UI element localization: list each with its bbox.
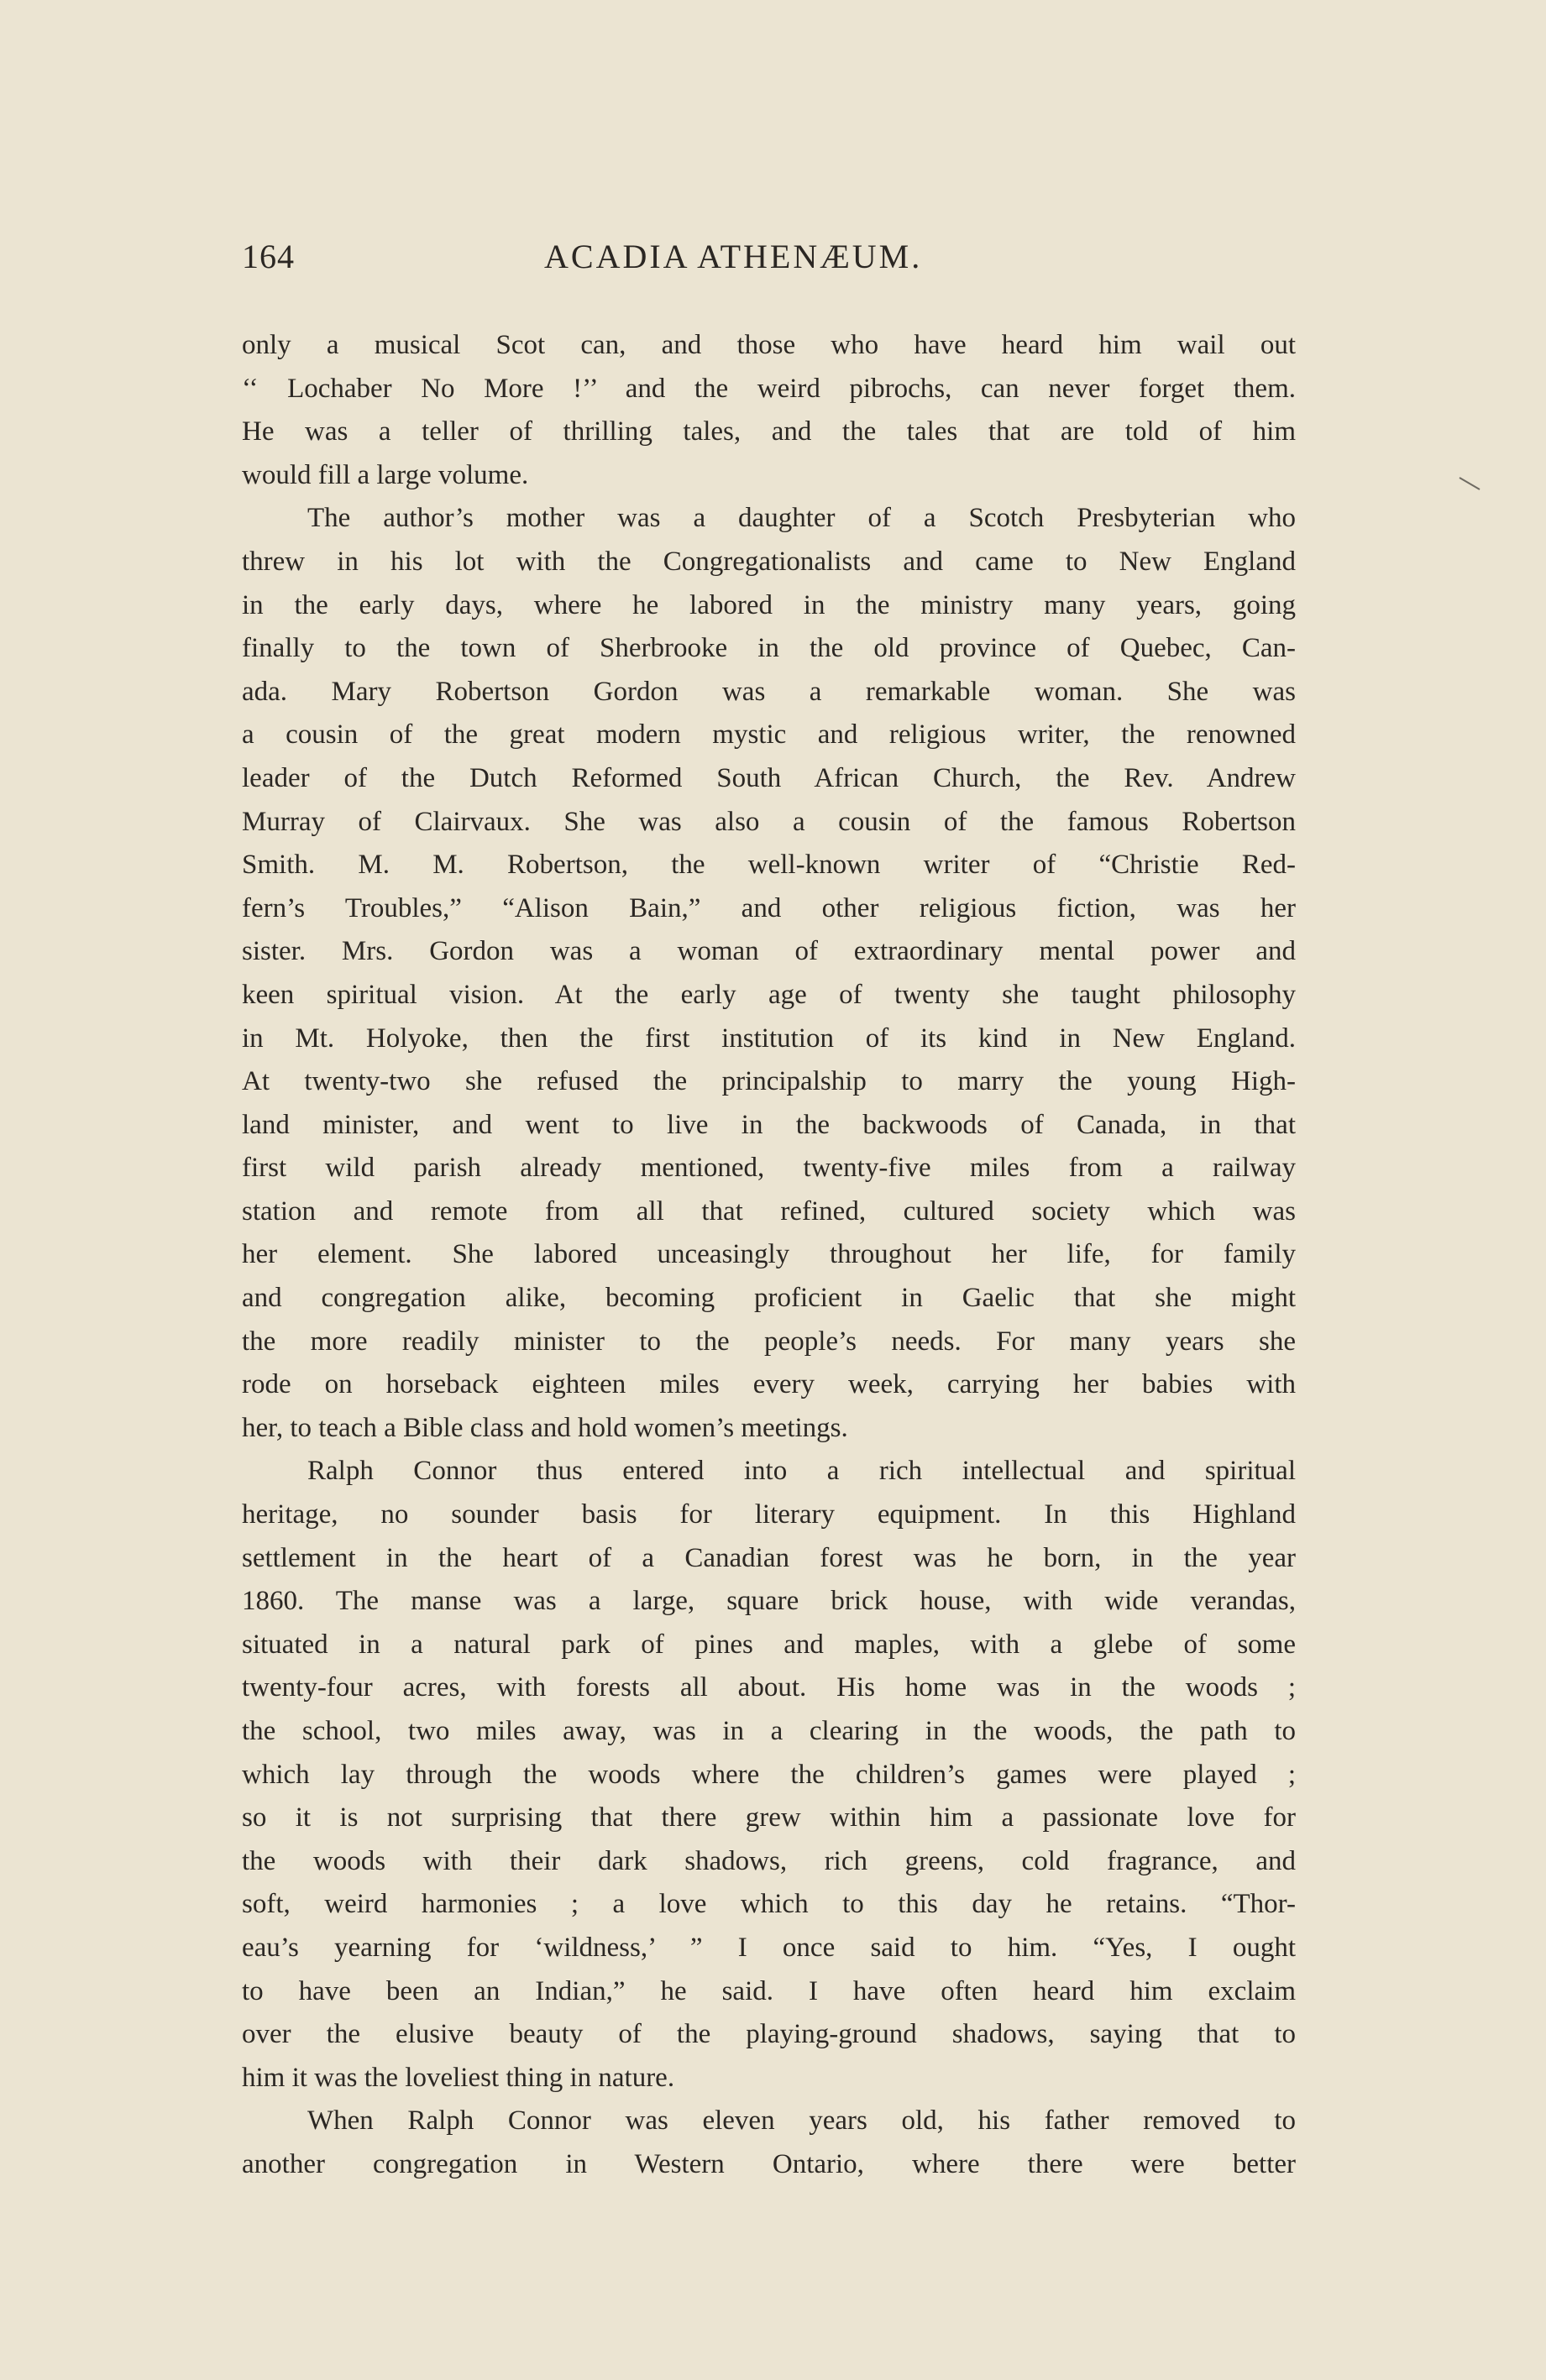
text-line: leader of the Dutch Reformed South African Church, the Rev. Andrew	[242, 762, 1296, 793]
text-line: the woods with their dark shadows, rich greens, cold fragrance, and	[242, 1845, 1296, 1876]
text-line: eau’s yearning for ‘wildness,’ ” I once said to him. “Yes, I ought	[242, 1932, 1296, 1963]
text-line: heritage, no sounder basis for literary equipment. In this Highland	[242, 1499, 1296, 1530]
text-line: 1860. The manse was a large, square brick house, with wide verandas,	[242, 1586, 1296, 1617]
text-line: At twenty-two she refused the principalship to marry the young High-	[242, 1066, 1296, 1097]
text-line: Smith. M. M. Robertson, the well-known writer of “Christie Red-	[242, 850, 1296, 881]
text-line: rode on horseback eighteen miles every week, carrying her babies with	[242, 1369, 1296, 1400]
text-line: station and remote from all that refined, cultured society which was	[242, 1195, 1296, 1227]
text-line: ada. Mary Robertson Gordon was a remarkable woman. She was	[242, 676, 1296, 707]
text-line: threw in his lot with the Congregationalists and came to New England	[242, 546, 1296, 577]
text-line: When Ralph Connor was eleven years old, his father removed to	[307, 2105, 1296, 2137]
text-line: and congregation alike, becoming proficient in Gaelic that she might	[242, 1283, 1296, 1314]
text-line: finally to the town of Sherbrooke in the old province of Quebec, Can-	[242, 633, 1296, 664]
text-line: so it is not surprising that there grew within him a passionate love for	[242, 1802, 1296, 1833]
text-line: situated in a natural park of pines and maples, with a glebe of some	[242, 1629, 1296, 1660]
text-line: Ralph Connor thus entered into a rich intellectual and spiritual	[307, 1456, 1296, 1487]
text-line: her element. She labored unceasingly throughout her life, for family	[242, 1239, 1296, 1270]
text-column	[242, 237, 1296, 2187]
text-line: fern’s Troubles,” “Alison Bain,” and other religious fiction, was her	[242, 892, 1296, 923]
text-line: The author’s mother was a daughter of a Scotch Presbyterian who	[307, 503, 1296, 534]
text-line: in the early days, where he labored in the ministry many years, going	[242, 589, 1296, 620]
body-text	[242, 324, 1296, 2187]
text-line: land minister, and went to live in the backwoods of Canada, in that	[242, 1109, 1296, 1140]
text-line: settlement in the heart of a Canadian forest was he born, in the year	[242, 1542, 1296, 1573]
text-line: the more readily minister to the people’s needs. For many years she	[242, 1326, 1296, 1357]
text-line: ‘‘ Lochaber No More !’’ and the weird pibrochs, can never forget them.	[242, 373, 1296, 404]
text-line: her, to teach a Bible class and hold women’s meetings.	[242, 1412, 848, 1443]
text-line: in Mt. Holyoke, then the first institution of its kind in New England.	[242, 1023, 1296, 1054]
text-line: him it was the loveliest thing in nature.	[242, 2062, 675, 2093]
text-line: keen spiritual vision. At the early age of twenty she taught philosophy	[242, 979, 1296, 1010]
text-line: which lay through the woods where the children’s games were played ;	[242, 1759, 1296, 1790]
text-line: would fill a large volume.	[242, 459, 529, 490]
running-head	[242, 237, 1296, 296]
text-line: sister. Mrs. Gordon was a woman of extraordinary mental power and	[242, 936, 1296, 967]
text-line: twenty-four acres, with forests all about. His home was in the woods ;	[242, 1672, 1296, 1703]
text-line: over the elusive beauty of the playing-ground shadows, saying that to	[242, 2019, 1296, 2050]
text-line: soft, weird harmonies ; a love which to this day he retains. “Thor-	[242, 1889, 1296, 1920]
text-line: a cousin of the great modern mystic and religious writer, the renowned	[242, 719, 1296, 751]
text-line: only a musical Scot can, and those who have heard him wail out	[242, 330, 1296, 360]
text-line: Murray of Clairvaux. She was also a cousin of the famous Robertson	[242, 806, 1296, 837]
journal-title: ACADIA ATHENÆUM.	[544, 238, 923, 275]
text-line: another congregation in Western Ontario, where there were better	[242, 2148, 1296, 2179]
text-line: to have been an Indian,” he said. I have often heard him exclaim	[242, 1975, 1296, 2006]
text-line: first wild parish already mentioned, twenty-five miles from a railway	[242, 1153, 1296, 1184]
stray-pencil-mark	[1458, 475, 1483, 492]
text-line: He was a teller of thrilling tales, and the tales that are told of him	[242, 416, 1296, 447]
page-number: 164	[242, 238, 295, 275]
text-line: the school, two miles away, was in a clearing in the woods, the path to	[242, 1716, 1296, 1746]
